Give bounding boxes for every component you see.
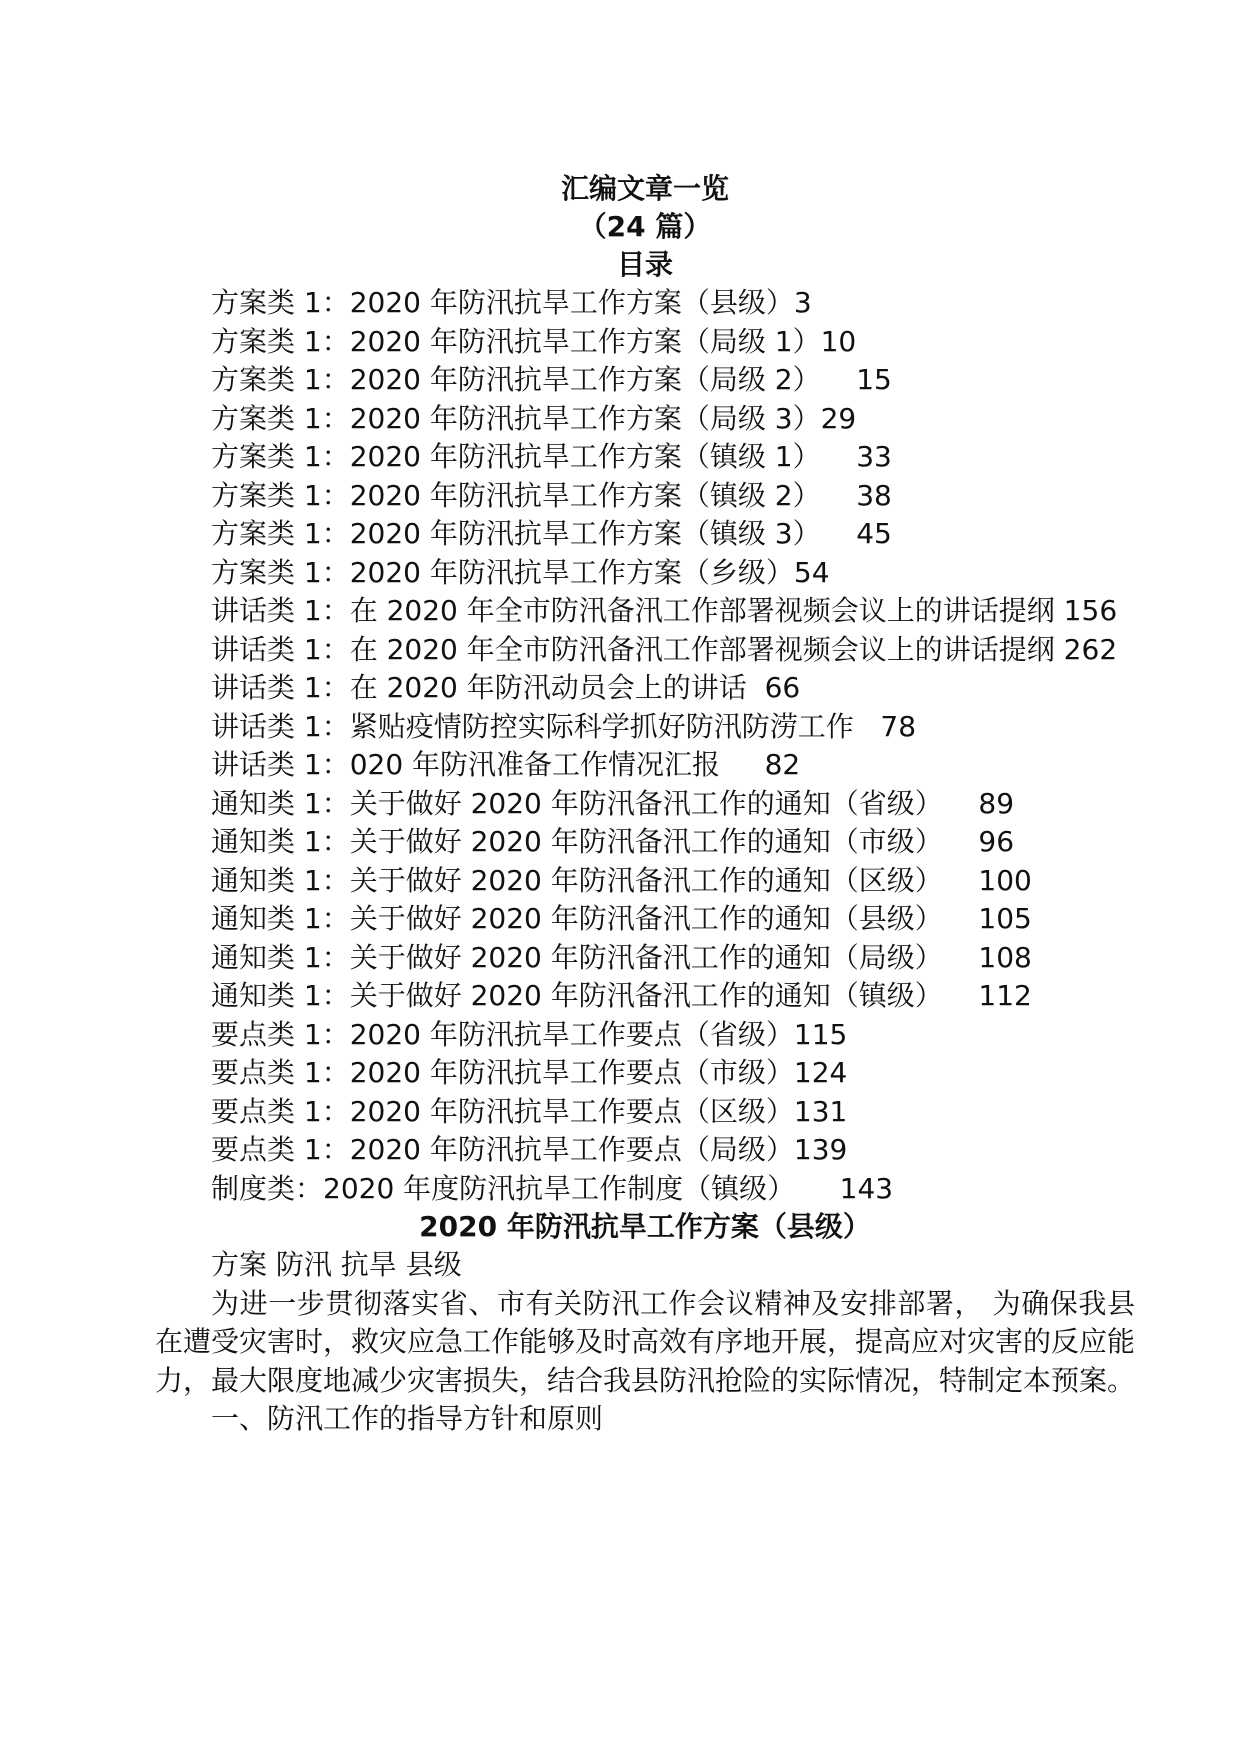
toc-item-title: 讲话类 1：紧贴疫情防控实际科学抓好防汛防涝工作 xyxy=(211,709,881,743)
article-count: （24 篇） xyxy=(578,210,712,243)
toc-item[interactable] xyxy=(155,323,1135,362)
toc-item-page-number: 112 xyxy=(978,979,1032,1012)
toc-item-page-number: 56 xyxy=(1081,594,1118,627)
toc-item-title: 通知类 1：关于做好 2020 年防汛备汛工作的通知（局级） xyxy=(211,940,979,974)
toc-item[interactable] xyxy=(155,1131,1135,1170)
toc-item-page-number: 54 xyxy=(793,555,830,589)
toc-item-page-number: 3 xyxy=(793,286,812,319)
toc-item-title: 制度类：2020 年度防汛抗旱工作制度（镇级） xyxy=(211,1171,840,1205)
toc-item-title: 通知类 1：关于做好 2020 年防汛备汛工作的通知（区级） xyxy=(211,863,979,897)
toc-item[interactable] xyxy=(155,862,1135,901)
toc-item[interactable] xyxy=(155,438,1135,477)
toc-item[interactable] xyxy=(155,785,1135,824)
toc-item-page-number: 10 xyxy=(820,324,857,358)
toc-item-title: 讲话类 1：在 2020 年全市防汛备汛工作部署视频会议上的讲话提纲 2 xyxy=(211,632,1082,666)
toc-item-page-number: 15 xyxy=(856,363,892,396)
toc-item[interactable] xyxy=(155,592,1135,631)
toc-item-page-number: 29 xyxy=(820,401,857,435)
toc-item-page-number: 139 xyxy=(793,1133,848,1166)
toc-item-title: 方案类 1：2020 年防汛抗旱工作方案（县级） xyxy=(211,286,794,319)
section-heading: 一、防汛工作的指导方针和原则 xyxy=(211,1402,604,1435)
toc-item-title: 方案类 1：2020 年防汛抗旱工作方案（局级 2） xyxy=(211,363,857,396)
toc-item[interactable] xyxy=(155,746,1135,785)
toc-item-page-number: 115 xyxy=(793,1017,848,1051)
toc-item[interactable] xyxy=(155,361,1135,400)
toc-item-page-number: 124 xyxy=(793,1056,848,1089)
toc-item-title: 要点类 1：2020 年防汛抗旱工作要点（市级） xyxy=(211,1056,794,1089)
toc-item-title: 方案类 1：2020 年防汛抗旱工作方案（镇级 2） xyxy=(211,478,857,512)
document-title: 汇编文章一览 xyxy=(560,172,729,205)
toc-item-title: 通知类 1：关于做好 2020 年防汛备汛工作的通知（镇级） xyxy=(211,979,979,1012)
toc-heading: 目录 xyxy=(616,248,673,281)
toc-item-title: 要点类 1：2020 年防汛抗旱工作要点（区级） xyxy=(211,1094,794,1128)
toc-item-title: 通知类 1：关于做好 2020 年防汛备汛工作的通知（省级） xyxy=(211,786,979,820)
toc-item-page-number: 78 xyxy=(880,709,917,743)
toc-item-title: 要点类 1：2020 年防汛抗旱工作要点（省级） xyxy=(211,1017,794,1051)
toc-item-page-number: 82 xyxy=(764,748,801,781)
toc-item[interactable] xyxy=(155,669,1135,708)
article-intro-paragraph: 为进一步贯彻落实省、市有关防汛工作会议精神及安排部署， 为确保我县在遭受灾害时，救灾应急工作能够及时高效有序地开展，提高应对灾害的反应能力，最大限度地减少灾害损失，结合我县防汛抢险的实际情况，特制定本预案。 xyxy=(155,1286,1136,1397)
toc-item[interactable] xyxy=(155,823,1135,862)
toc-item-page-number: 66 xyxy=(764,671,801,704)
toc-item-title: 通知类 1：关于做好 2020 年防汛备汛工作的通知（市级） xyxy=(211,825,979,858)
toc-item-title: 讲话类 1：在 2020 年全市防汛备汛工作部署视频会议上的讲话提纲 1 xyxy=(211,594,1082,627)
toc-item-title: 讲话类 1：在 2020 年防汛动员会上的讲话 xyxy=(211,671,765,704)
toc-item[interactable] xyxy=(155,939,1135,978)
toc-item[interactable] xyxy=(155,284,1135,323)
table-of-contents xyxy=(155,284,1135,1208)
toc-item-page-number: 131 xyxy=(793,1094,848,1128)
toc-item[interactable] xyxy=(155,1016,1135,1055)
toc-item[interactable] xyxy=(155,708,1135,747)
toc-item[interactable] xyxy=(155,477,1135,516)
toc-item[interactable] xyxy=(155,1093,1135,1132)
toc-item-page-number: 89 xyxy=(978,786,1015,820)
toc-item-page-number: 33 xyxy=(856,440,892,473)
toc-item[interactable] xyxy=(155,1054,1135,1093)
toc-item-page-number: 45 xyxy=(856,517,892,550)
toc-item-title: 方案类 1：2020 年防汛抗旱工作方案（局级 1） xyxy=(211,324,821,358)
article-title: 2020 年防汛抗旱工作方案（县级） xyxy=(419,1210,871,1243)
toc-item-page-number: 108 xyxy=(978,940,1032,974)
document-page xyxy=(155,170,1135,1439)
toc-item[interactable] xyxy=(155,400,1135,439)
toc-item-title: 讲话类 1：020 年防汛准备工作情况汇报 xyxy=(211,748,765,781)
toc-item-page-number: 100 xyxy=(978,863,1032,897)
toc-item-title: 要点类 1：2020 年防汛抗旱工作要点（局级） xyxy=(211,1133,794,1166)
toc-item-title: 方案类 1：2020 年防汛抗旱工作方案（局级 3） xyxy=(211,401,821,435)
toc-item-title: 方案类 1：2020 年防汛抗旱工作方案（镇级 3） xyxy=(211,517,857,550)
toc-item-page-number: 62 xyxy=(1081,632,1118,666)
toc-item-page-number: 38 xyxy=(856,478,892,512)
toc-item[interactable] xyxy=(155,554,1135,593)
toc-item[interactable] xyxy=(155,631,1135,670)
toc-item-title: 通知类 1：关于做好 2020 年防汛备汛工作的通知（县级） xyxy=(211,902,979,935)
toc-item[interactable] xyxy=(155,515,1135,554)
article-keywords: 方案 防汛 抗旱 县级 xyxy=(211,1248,462,1281)
toc-item-title: 方案类 1：2020 年防汛抗旱工作方案（镇级 1） xyxy=(211,440,857,473)
toc-item[interactable] xyxy=(155,900,1135,939)
toc-item-title: 方案类 1：2020 年防汛抗旱工作方案（乡级） xyxy=(211,555,794,589)
toc-item[interactable] xyxy=(155,1170,1135,1209)
toc-item-page-number: 105 xyxy=(978,902,1032,935)
toc-item-page-number: 143 xyxy=(839,1171,894,1205)
toc-item[interactable] xyxy=(155,977,1135,1016)
toc-item-page-number: 96 xyxy=(978,825,1015,858)
